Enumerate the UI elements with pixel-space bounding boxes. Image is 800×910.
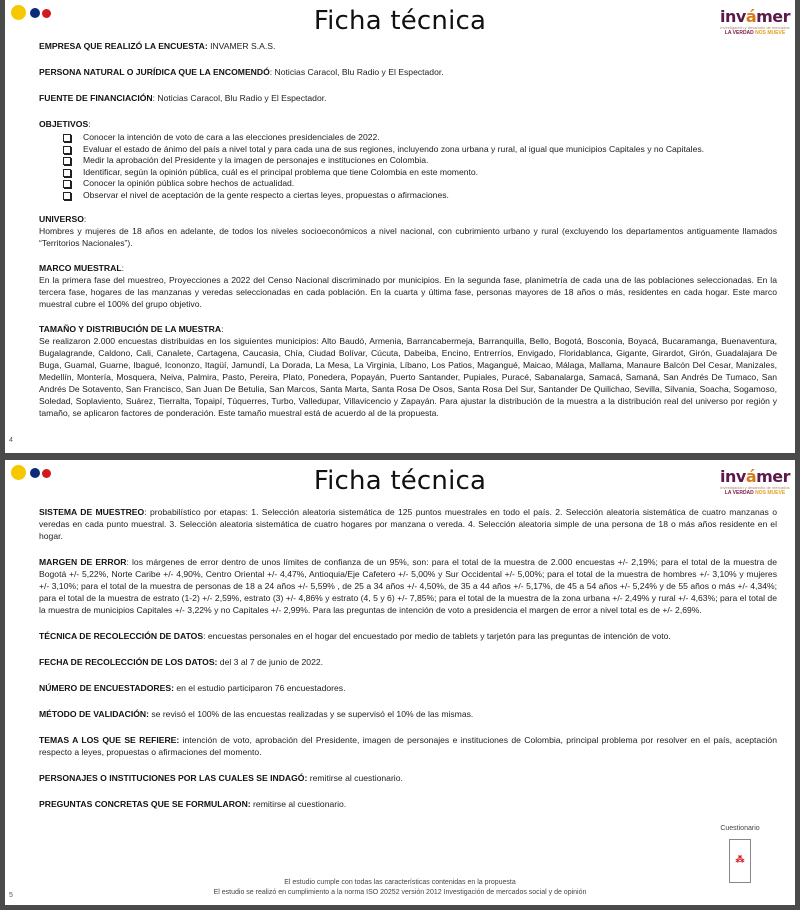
preguntas-row	[39, 798, 777, 810]
page-number: 5	[9, 892, 13, 899]
footer-line-1: El estudio cumple con todas las características contenidas en la propuesta	[284, 879, 516, 886]
margen-label: MARGEN DE ERROR	[39, 557, 127, 567]
objetivo-item	[63, 155, 777, 167]
objetivo-text: Identificar, según la opinión pública, cuál es el principal problema que tiene Colombia en este momento.	[83, 166, 479, 177]
sistema-label: SISTEMA DE MUESTREO	[39, 507, 145, 517]
slide-title: Ficha técnica	[313, 466, 487, 496]
metodo-row	[39, 708, 777, 720]
invamer-logo	[720, 468, 790, 497]
preguntas-label: PREGUNTAS CONCRETAS QUE SE FORMULARON:	[39, 799, 251, 809]
numero-row	[39, 682, 777, 694]
footer-line-2: El estudio se realizó en cumplimiento a la norma ISO 20252 versión 2012 Investigación de mercados social y de opinión	[213, 889, 587, 896]
checkbox-bullet-icon	[63, 192, 71, 200]
tamano-label: TAMAÑO Y DISTRIBUCIÓN DE LA MUESTRA	[39, 324, 222, 334]
personajes-label: PERSONAJES O INSTITUCIONES POR LAS CUALES SE INDAGÓ:	[39, 773, 308, 783]
persona-value: : Noticias Caracol, Blu Radio y El Espectador.	[269, 67, 444, 77]
tecnica-text: : encuestas personales en el hogar del encuestado por medio de tablets y tarjetón para las preguntas de intención de voto.	[203, 631, 671, 641]
objetivo-text: Medir la aprobación del Presidente y la imagen de personajes e instituciones en Colombia.	[83, 155, 429, 165]
objetivo-item	[63, 144, 777, 156]
objetivos-section	[39, 118, 777, 201]
slide-footer	[5, 878, 795, 898]
logo-tagline: LA VERDAD NOS MUEVE	[724, 30, 786, 36]
objetivo-item	[63, 190, 777, 202]
personajes-text: remitirse al cuestionario.	[307, 773, 403, 783]
fuente-row	[39, 92, 777, 104]
objetivo-text: Conocer la opinión pública sobre hechos de actualidad.	[83, 178, 295, 188]
universo-colon: :	[83, 214, 87, 224]
logo-tagline: LA VERDAD NOS MUEVE	[724, 490, 786, 496]
universo-label: UNIVERSO	[39, 214, 84, 224]
fecha-text: del 3 al 7 de junio de 2022.	[217, 657, 324, 667]
temas-text: intención de voto, aprobación del Presidente, imagen de personajes e instituciones de Colombia, principal problema por resolver en el país, aceptación respecto a leyes, propuestas o afirmaciones del momento.	[39, 735, 777, 757]
tecnica-row	[39, 630, 777, 642]
tamano-colon: :	[221, 324, 224, 334]
checkbox-bullet-icon	[63, 134, 71, 142]
sistema-row	[39, 506, 777, 542]
objetivos-colon: :	[88, 119, 91, 129]
metodo-text: se revisó el 100% de las encuestas realizadas y se supervisó el 10% de las mismas.	[148, 709, 474, 719]
margen-row	[39, 556, 777, 616]
numero-text: en el estudio participaron 76 encuestadores.	[173, 683, 346, 693]
tamano-text: Se realizaron 2.000 encuestas distribuidas en los siguientes municipios: Alto Baudó, Armenia, Barrancabermeja, Barranquilla, Bello, Bogotá, Bosconia, Boyacá, Bucaramanga, Buenaventura, Bugalagrande, Caldono, Cali, Canalete, Cartagena, Caucasia, Chía, Ciudad Bolívar, Cúcuta, Dabeiba, Encino, Entrerríos, Envigado, Floridablanca, Gigante, Girardot, Girón, Guadalajara De Buga, Guamal, Guarne, Ibagué, Icononzo, Itagüí, Jamundí, La Dorada, La Mesa, La Virginia, Líbano, Los Patios, Magangué, Maicao, Málaga, Mallama, Manaure Balcón Del Cesar, Manizales, Medellín, Montería, Mosquera, Neiva, Palmira, Pasto, Pereira, Plato, Ponedera, Popayán, Puerto Santander, Pupiales, Puracé, Sabanalarga, Samacá, Samaná, San Andrés De Tumaco, San Andrés De Sotavento, San Francisco, San Juan De Betulia, San Marcos, Santa Marta, Santa Rosa De Osos, Santa Rosa Del Sur, Santander De Quilichao, Sevilla, Silvania, Soacha, Sogamoso, Soledad, Soplaviento, Suárez, Tierralta, Topaipí, Túquerres, Turbo, Valledupar, Villavicencio y Zapayán. Para ajustar la distribución de la muestra a la distribución real del universo por región y tamaño, se aplicaron factores de ponderación. Este tamaño muestral está de acuerdo al de la propuesta.	[39, 336, 777, 418]
universo-section	[39, 213, 777, 249]
marco-text: En la primera fase del muestreo, Proyecciones a 2022 del Censo Nacional discriminado por municipios. En la segunda fase, planimetría de cada una de las poblaciones seleccionadas. En la tercera fase, hogares de las manzanas y veredas seleccionadas en cada población. En la cuarta y última fase, personas mayores de 18 años o más, residentes en cada hogar. Este marco muestral cubre el 100% del grupo objetivo.	[39, 275, 777, 309]
temas-label: TEMAS A LOS QUE SE REFIERE:	[39, 735, 180, 745]
cuestionario-attachment[interactable]	[705, 825, 775, 883]
objetivo-text: Evaluar el estado de ánimo del país a nivel total y para cada una de sus regiones, incluyendo zona urbana y rural, al igual que municipios Capitales y no Capitales.	[83, 143, 705, 154]
fecha-label: FECHA DE RECOLECCIÓN DE LOS DATOS:	[39, 657, 218, 667]
objetivo-text: Observar el nivel de aceptación de la gente respecto a ciertas leyes, propuestas o afirmaciones.	[83, 189, 449, 200]
objetivo-item	[63, 132, 777, 144]
slide-5	[5, 460, 795, 905]
logo-subtitle: investigación y desarrollo de mercados	[720, 25, 790, 30]
checkbox-bullet-icon	[63, 169, 71, 177]
personajes-row	[39, 772, 777, 784]
page-number: 4	[9, 437, 13, 444]
marco-section	[39, 262, 777, 310]
fuente-value: : Noticias Caracol, Blu Radio y El Espectador.	[152, 93, 327, 103]
pdf-file-icon[interactable]	[729, 839, 751, 883]
empresa-row	[39, 40, 777, 52]
checkbox-bullet-icon	[63, 157, 71, 165]
sistema-text: : probabilístico por etapas: 1. Selección aleatoria sistemática de 125 puntos muestrales en todo el país. 2. Selección aleatoria sistemática de cuatro manzanas o veredas en cada punto muestral. 3. Selección aleatoria sistemática de cuatro hogares por manzana o vereda. 4. Selección aleatoria simple de una persona de 18 o más años residente en el hogar.	[39, 507, 777, 541]
margen-text: : los márgenes de error dentro de unos límites de confianza de un 95%, son: para el total de la muestra de 2.000 encuestas +/- 2,19%; para el total de la muestra de Bogotá +/- 5,22%, Norte Caribe +/- 4,90%, Centro Oriental +/- 4,47%, Antioquia/Eje Cafetero +/- 5,00% y Sur Occidental +/- 5,00%; para el total de la muestra de hombres +/- 3,10% y mujeres +/- 3,10%; para el total de la muestra de personas de 18 a 24 años +/- 5,59% , de 25 a 34 años +/- 4,50%, de 35 a 44 años +/- 5,17%, de 45 a 54 años +/- 5,24% y de 55 años o más +/- 4,34%; para el total de la muestra de estrato (1-2) +/- 2,59%, estrato (3) +/- 4,86% y estrato (4, 5 y 6) +/- 7,85%; para el total de la muestra de la zona urbana +/- 2,49% y rural +/- 4,63%; para el total de la muestra de municipios Capitales +/- 3,22% y no Capitales +/- 2,99%. Para las preguntas de intención de voto a presidencia el margen de error a nivel total es de +/- 2,69%.	[39, 557, 777, 615]
invamer-logo	[720, 8, 790, 37]
objetivos-list	[39, 132, 777, 201]
empresa-label: EMPRESA QUE REALIZÓ LA ENCUESTA:	[39, 41, 208, 51]
preguntas-text: remitirse al cuestionario.	[250, 799, 347, 809]
logo-wordmark: invámer	[720, 467, 791, 486]
checkbox-bullet-icon	[63, 146, 71, 154]
acrobat-icon: ⁂	[735, 854, 745, 864]
marco-colon: :	[121, 263, 124, 273]
checkbox-bullet-icon	[63, 180, 71, 188]
logo-subtitle: investigación y desarrollo de mercados	[720, 485, 790, 490]
slide-title: Ficha técnica	[313, 6, 487, 36]
temas-row	[39, 734, 777, 758]
cuestionario-label: Cuestionario	[720, 825, 760, 832]
slide-content	[39, 506, 777, 824]
tecnica-label: TÉCNICA DE RECOLECCIÓN DE DATOS	[39, 631, 204, 641]
slide-4	[5, 0, 795, 453]
empresa-value: INVAMER S.A.S.	[207, 41, 276, 51]
persona-row	[39, 66, 777, 78]
metodo-label: MÉTODO DE VALIDACIÓN:	[39, 709, 149, 719]
logo-wordmark: invámer	[720, 7, 791, 26]
numero-label: NÚMERO DE ENCUESTADORES:	[39, 683, 174, 693]
objetivo-item	[63, 178, 777, 190]
slide-content	[39, 40, 777, 433]
tamano-section	[39, 323, 777, 419]
universo-text: Hombres y mujeres de 18 años en adelante, de todos los niveles socioeconómicos a nivel nacional, con cubrimiento urbano y rural (excluyendo los departamentos antiguamente llamados “Territorios Nacionales”).	[39, 226, 777, 248]
fuente-label: FUENTE DE FINANCIACIÓN	[39, 93, 153, 103]
fecha-row	[39, 656, 777, 668]
objetivo-item	[63, 167, 777, 179]
objetivos-label: OBJETIVOS	[39, 119, 89, 129]
marco-label: MARCO MUESTRAL	[39, 263, 122, 273]
persona-label: PERSONA NATURAL O JURÍDICA QUE LA ENCOMENDÓ	[39, 67, 270, 77]
objetivo-text: Conocer la intención de voto de cara a las elecciones presidenciales de 2022.	[83, 132, 380, 142]
